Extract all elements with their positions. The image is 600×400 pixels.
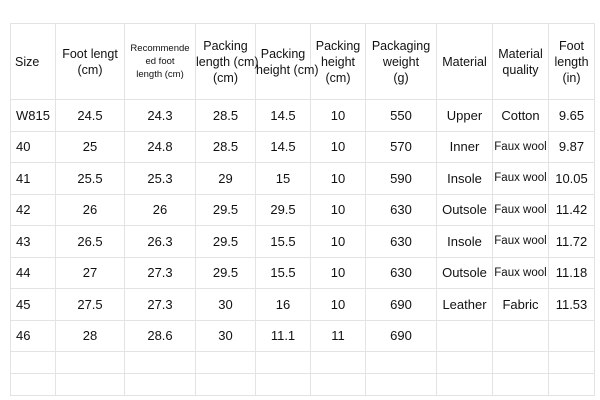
header-text-line: height [320, 54, 356, 69]
table-cell-foot-length-cm: 25 [56, 131, 125, 163]
table-cell-packing-height-2: 10 [311, 163, 366, 195]
header-text-line: Foot lengt [62, 46, 118, 61]
column-header-material [437, 24, 493, 100]
table-cell-size: 46 [11, 320, 56, 352]
empty-cell [366, 374, 437, 396]
table-cell-packaging-weight: 570 [366, 131, 437, 163]
table-cell-packing-length: 29.5 [196, 226, 256, 258]
table-cell-recommended-foot-length: 27.3 [125, 257, 196, 289]
table-cell-recommended-foot-length: 26 [125, 194, 196, 226]
table-cell-packing-length: 28.5 [196, 131, 256, 163]
column-header-packing-height [256, 24, 319, 100]
size-chart-body [11, 24, 595, 396]
table-cell-foot-length-cm: 26.5 [56, 226, 125, 258]
table-cell-packaging-weight: 590 [366, 163, 437, 195]
empty-cell [11, 352, 56, 374]
table-cell-size: 43 [11, 226, 56, 258]
table-cell-packing-height-2: 10 [311, 131, 366, 163]
table-cell-packing-height: 16 [256, 289, 311, 321]
table-cell-packing-length: 29.5 [196, 257, 256, 289]
table-cell-material-quality: Faux wool [493, 194, 549, 226]
empty-cell [56, 352, 125, 374]
table-row [11, 226, 595, 258]
empty-cell [256, 374, 311, 396]
table-cell-material: Insole [437, 163, 493, 195]
table-cell-foot-length-in: 10.05 [549, 163, 595, 195]
empty-cell [493, 352, 549, 374]
empty-row [11, 374, 595, 396]
table-cell-packing-height-2: 10 [311, 257, 366, 289]
table-cell-packing-height-2: 10 [311, 226, 366, 258]
header-text-line: Material [442, 54, 487, 69]
column-header-packing-length [196, 24, 259, 100]
empty-cell [493, 374, 549, 396]
header-text-line: length (cm) [136, 69, 184, 80]
table-cell-packaging-weight: 690 [366, 289, 437, 321]
empty-cell [125, 352, 196, 374]
empty-cell [196, 374, 256, 396]
header-text-line: (cm) [77, 62, 103, 77]
header-text-line: ed foot [145, 56, 175, 67]
table-cell-size: 44 [11, 257, 56, 289]
table-cell-packing-height: 14.5 [256, 100, 311, 132]
table-cell-packing-height-2: 11 [311, 320, 366, 352]
empty-row [11, 352, 595, 374]
table-cell-foot-length-in: 9.65 [549, 100, 595, 132]
table-cell-material-quality: Faux wool [493, 131, 549, 163]
table-cell-foot-length-in: 9.87 [549, 131, 595, 163]
table-cell-size: 42 [11, 194, 56, 226]
table-cell-packaging-weight: 690 [366, 320, 437, 352]
table-cell-size: 41 [11, 163, 56, 195]
empty-cell [256, 352, 311, 374]
empty-cell [549, 352, 595, 374]
table-cell-packing-height: 15.5 [256, 226, 311, 258]
header-text-line: (in) [562, 70, 581, 85]
table-cell-material [437, 320, 493, 352]
table-cell-recommended-foot-length: 27.3 [125, 289, 196, 321]
table-row [11, 163, 595, 195]
empty-cell [366, 352, 437, 374]
table-cell-material-quality: Fabric [493, 289, 549, 321]
header-text-line: Packing [260, 46, 306, 61]
table-cell-material: Leather [437, 289, 493, 321]
table-cell-foot-length-in: 11.42 [549, 194, 595, 226]
table-row [11, 289, 595, 321]
column-header-foot-length-in [549, 24, 595, 100]
table-cell-packing-height-2: 10 [311, 194, 366, 226]
header-text-line: Material [498, 46, 543, 61]
size-chart-table [10, 23, 595, 396]
table-cell-material: Outsole [437, 257, 493, 289]
table-cell-packaging-weight: 550 [366, 100, 437, 132]
header-text-line: Recommende [130, 43, 190, 54]
table-cell-packing-length: 28.5 [196, 100, 256, 132]
table-cell-material-quality: Cotton [493, 100, 549, 132]
table-cell-material: Upper [437, 100, 493, 132]
table-cell-foot-length-cm: 24.5 [56, 100, 125, 132]
table-cell-packing-height-2: 10 [311, 289, 366, 321]
table-cell-foot-length-cm: 25.5 [56, 163, 125, 195]
empty-cell [437, 374, 493, 396]
header-text-line: Size [15, 54, 40, 69]
table-cell-recommended-foot-length: 28.6 [125, 320, 196, 352]
table-cell-material: Insole [437, 226, 493, 258]
table-cell-packaging-weight: 630 [366, 257, 437, 289]
table-row [11, 257, 595, 289]
table-row [11, 194, 595, 226]
empty-cell [196, 352, 256, 374]
table-cell-material: Outsole [437, 194, 493, 226]
empty-cell [549, 374, 595, 396]
table-cell-packing-height: 15.5 [256, 257, 311, 289]
header-text-line: weight [382, 54, 420, 69]
table-cell-packing-height-2: 10 [311, 100, 366, 132]
table-cell-recommended-foot-length: 24.3 [125, 100, 196, 132]
table-cell-packing-height: 14.5 [256, 131, 311, 163]
column-header-size [11, 24, 56, 100]
table-cell-foot-length-in [549, 320, 595, 352]
table-cell-packing-length: 30 [196, 289, 256, 321]
table-cell-foot-length-in: 11.53 [549, 289, 595, 321]
table-cell-foot-length-cm: 28 [56, 320, 125, 352]
table-cell-packing-length: 30 [196, 320, 256, 352]
table-cell-material-quality: Faux wool [493, 226, 549, 258]
table-row [11, 100, 595, 132]
table-cell-recommended-foot-length: 25.3 [125, 163, 196, 195]
table-cell-foot-length-cm: 26 [56, 194, 125, 226]
header-text-line: (cm) [325, 70, 351, 85]
header-text-line: length [554, 54, 589, 69]
header-text-line: quality [502, 62, 539, 77]
table-cell-size: 45 [11, 289, 56, 321]
table-cell-packing-length: 29 [196, 163, 256, 195]
table-row [11, 320, 595, 352]
table-cell-packaging-weight: 630 [366, 194, 437, 226]
table-cell-foot-length-in: 11.72 [549, 226, 595, 258]
table-cell-material-quality: Faux wool [493, 257, 549, 289]
table-row [11, 131, 595, 163]
table-cell-packing-height: 15 [256, 163, 311, 195]
header-text-line: Packing [203, 38, 248, 53]
table-cell-material-quality: Faux wool [493, 163, 549, 195]
column-header-recommended-foot-length [125, 24, 196, 100]
column-header-foot-length-cm [56, 24, 125, 100]
table-cell-recommended-foot-length: 26.3 [125, 226, 196, 258]
column-header-packaging-weight [366, 24, 437, 100]
table-cell-size: W815 [11, 100, 56, 132]
table-cell-material: Inner [437, 131, 493, 163]
empty-cell [437, 352, 493, 374]
table-cell-packaging-weight: 630 [366, 226, 437, 258]
header-text-line: height (cm) [256, 62, 319, 77]
size-chart [10, 23, 594, 396]
table-cell-packing-height: 29.5 [256, 194, 311, 226]
table-cell-material-quality [493, 320, 549, 352]
header-row [11, 24, 595, 100]
header-text-line: Packaging [371, 38, 431, 53]
header-text-line: Foot [558, 38, 584, 53]
column-header-material-quality [493, 24, 549, 100]
table-cell-packing-height: 11.1 [256, 320, 311, 352]
header-text-line: (cm) [213, 70, 238, 85]
header-text-line: Packing [315, 38, 361, 53]
empty-cell [11, 374, 56, 396]
table-cell-recommended-foot-length: 24.8 [125, 131, 196, 163]
column-header-packing-height-2 [311, 24, 366, 100]
empty-cell [311, 352, 366, 374]
table-cell-foot-length-in: 11.18 [549, 257, 595, 289]
table-cell-packing-length: 29.5 [196, 194, 256, 226]
empty-cell [56, 374, 125, 396]
table-cell-size: 40 [11, 131, 56, 163]
table-cell-foot-length-cm: 27.5 [56, 289, 125, 321]
empty-cell [311, 374, 366, 396]
header-text-line: length (cm) [196, 54, 259, 69]
table-cell-foot-length-cm: 27 [56, 257, 125, 289]
header-text-line: (g) [393, 70, 409, 85]
empty-cell [125, 374, 196, 396]
